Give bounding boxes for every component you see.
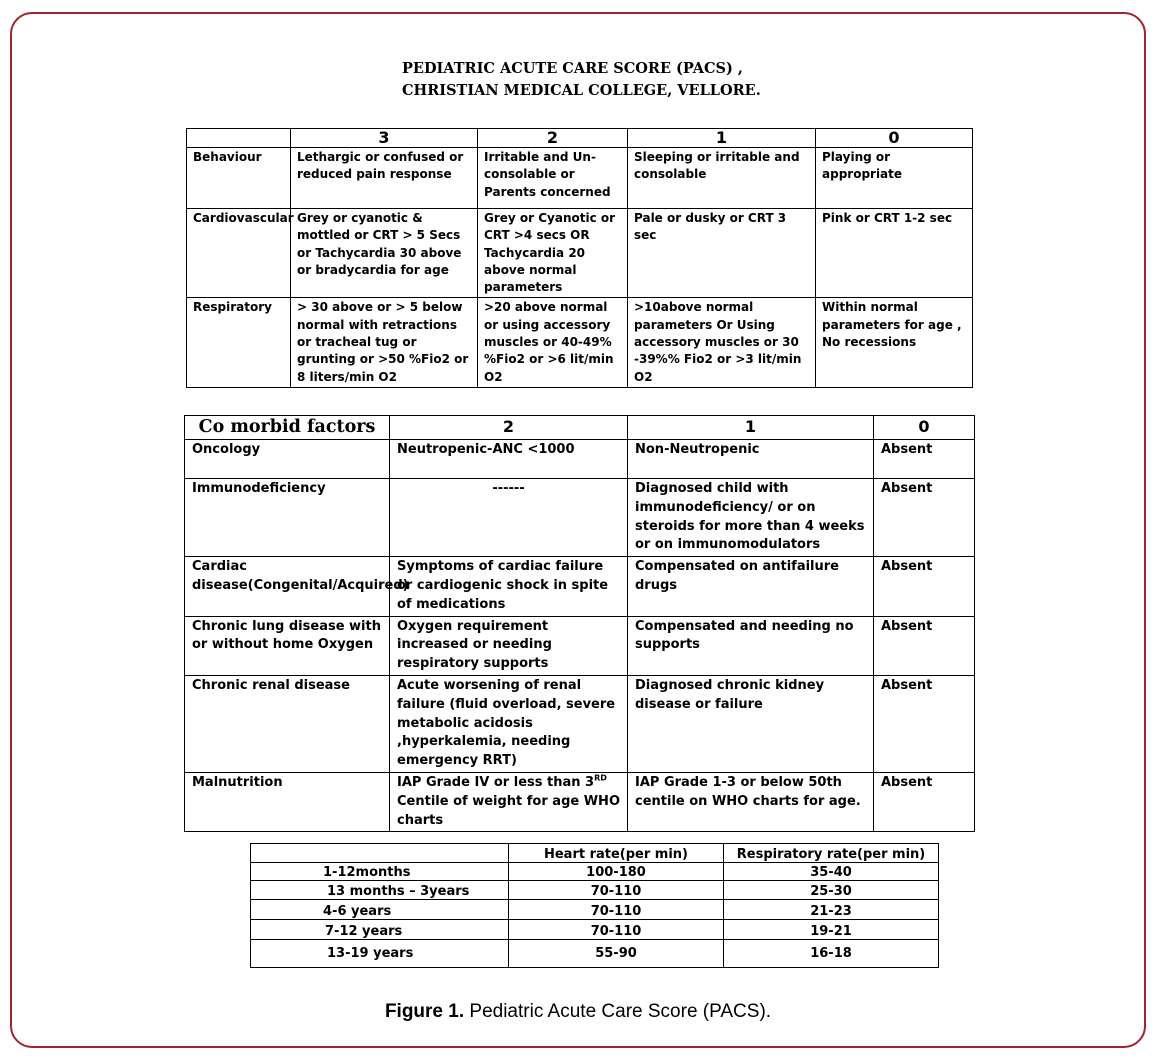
pacs-cell: Playing or appropriate <box>816 148 973 209</box>
vitals-row <box>251 900 939 920</box>
comorbid-row-label: Immunodeficiency <box>185 479 390 557</box>
comorbid-header-cell: 0 <box>874 416 975 440</box>
age-cell: 13-19 years <box>251 940 509 968</box>
pacs-row-respiratory <box>187 298 973 387</box>
comorbid-cell: Neutropenic-ANC <1000 <box>390 440 628 479</box>
vital-signs-table <box>250 843 939 968</box>
malnutrition-text-a: IAP Grade IV or less than 3 <box>397 774 595 790</box>
comorbid-row-label: Cardiac disease(Congenital/Acquired) <box>185 557 390 616</box>
comorbid-cell: Compensated on antifailure drugs <box>628 557 874 616</box>
comorbid-cell: Acute worsening of renal failure (fluid overload, severe metabolic acidosis ,hyperkalemia, needing emergency RRT) <box>390 675 628 772</box>
caption-text: Pediatric Acute Care Score (PACS). <box>464 1001 772 1022</box>
pacs-row-behaviour <box>187 148 973 209</box>
pacs-row-label: Cardiovascular <box>187 209 291 298</box>
pacs-cell: >10above normal parameters Or Using accessory muscles or 30 -39%% Fio2 or >3 lit/min O2 <box>628 298 816 387</box>
resp-rate-cell: 35-40 <box>724 863 939 881</box>
heart-rate-cell: 70-110 <box>509 920 724 940</box>
comorbid-row-label: Malnutrition <box>185 772 390 831</box>
vitals-row <box>251 940 939 968</box>
pacs-score-table <box>186 128 973 388</box>
pacs-cell: Lethargic or confused or reduced pain response <box>291 148 478 209</box>
heart-rate-cell: 100-180 <box>509 863 724 881</box>
comorbid-cell: Absent <box>874 675 975 772</box>
pacs-cell: Within normal parameters for age , No recessions <box>816 298 973 387</box>
heart-rate-cell: 70-110 <box>509 900 724 920</box>
pacs-header-cell <box>187 129 291 148</box>
comorbid-row-immunodeficiency <box>185 479 975 557</box>
vitals-row <box>251 863 939 881</box>
title-line-2: CHRISTIAN MEDICAL COLLEGE, VELLORE. <box>402 82 761 99</box>
pacs-header-cell: 0 <box>816 129 973 148</box>
pacs-cell: Sleeping or irritable and consolable <box>628 148 816 209</box>
comorbid-cell: Non-Neutropenic <box>628 440 874 479</box>
age-cell: 4-6 years <box>251 900 509 920</box>
pacs-header-row <box>187 129 973 148</box>
vitals-header-cell <box>251 844 509 863</box>
comorbid-cell <box>390 772 628 831</box>
pacs-cell: Pale or dusky or CRT 3 sec <box>628 209 816 298</box>
resp-rate-cell: 19-21 <box>724 920 939 940</box>
pacs-header-cell: 3 <box>291 129 478 148</box>
vitals-header-row <box>251 844 939 863</box>
comorbid-header-cell: 1 <box>628 416 874 440</box>
comorbid-cell: Diagnosed child with immunodeficiency/ or on steroids for more than 4 weeks or on immunomodulators <box>628 479 874 557</box>
pacs-cell: Grey or Cyanotic or CRT >4 secs OR Tachycardia 20 above normal parameters <box>478 209 628 298</box>
malnutrition-text-b: Centile of weight for age WHO charts <box>397 793 620 828</box>
pacs-row-label: Respiratory <box>187 298 291 387</box>
caption-label: Figure 1. <box>384 1001 465 1022</box>
comorbid-cell: IAP Grade 1-3 or below 50th centile on WHO charts for age. <box>628 772 874 831</box>
comorbid-row-malnutrition <box>185 772 975 831</box>
comorbid-row-label: Chronic renal disease <box>185 675 390 772</box>
title-line-1: PEDIATRIC ACUTE CARE SCORE (PACS) , <box>402 60 743 77</box>
resp-rate-cell: 21-23 <box>724 900 939 920</box>
heart-rate-cell: 55-90 <box>509 940 724 968</box>
vitals-row <box>251 920 939 940</box>
figure-caption <box>0 1001 1156 1023</box>
pacs-cell: Pink or CRT 1-2 sec <box>816 209 973 298</box>
resp-rate-cell: 25-30 <box>724 881 939 900</box>
pacs-cell: >20 above normal or using accessory muscles or 40-49% %Fio2 or >6 lit/min O2 <box>478 298 628 387</box>
resp-rate-cell: 16-18 <box>724 940 939 968</box>
document-title <box>402 58 761 102</box>
comorbid-row-label: Oncology <box>185 440 390 479</box>
comorbid-cell: Absent <box>874 616 975 675</box>
comorbid-row-lung <box>185 616 975 675</box>
pacs-cell: Irritable and Un-consolable or Parents concerned <box>478 148 628 209</box>
comorbid-row-cardiac <box>185 557 975 616</box>
heart-rate-cell: 70-110 <box>509 881 724 900</box>
vitals-header-cell: Respiratory rate(per min) <box>724 844 939 863</box>
comorbid-cell: Absent <box>874 772 975 831</box>
comorbid-row-label: Chronic lung disease with or without home Oxygen <box>185 616 390 675</box>
comorbid-cell: Diagnosed chronic kidney disease or failure <box>628 675 874 772</box>
pacs-header-cell: 2 <box>478 129 628 148</box>
pacs-cell: > 30 above or > 5 below normal with retractions or tracheal tug or grunting or >50 %Fio2 or 8 liters/min O2 <box>291 298 478 387</box>
comorbid-row-oncology <box>185 440 975 479</box>
pacs-row-label: Behaviour <box>187 148 291 209</box>
comorbid-cell: Symptoms of cardiac failure or cardiogenic shock in spite of medications <box>390 557 628 616</box>
pacs-cell: Grey or cyanotic & mottled or CRT > 5 Secs or Tachycardia 30 above or bradycardia for age <box>291 209 478 298</box>
pacs-header-cell: 1 <box>628 129 816 148</box>
comorbid-header-cell: 2 <box>390 416 628 440</box>
comorbid-cell: Absent <box>874 479 975 557</box>
comorbid-cell: ------ <box>390 479 628 557</box>
superscript-rd: RD <box>594 773 607 783</box>
vitals-row <box>251 881 939 900</box>
comorbid-row-renal <box>185 675 975 772</box>
pacs-row-cardiovascular <box>187 209 973 298</box>
comorbid-cell: Oxygen requirement increased or needing respiratory supports <box>390 616 628 675</box>
comorbid-cell: Absent <box>874 440 975 479</box>
comorbid-factors-table <box>184 415 975 832</box>
comorbid-cell: Absent <box>874 557 975 616</box>
comorbid-header-row <box>185 416 975 440</box>
vitals-header-cell: Heart rate(per min) <box>509 844 724 863</box>
comorbid-header-cell: Co morbid factors <box>185 416 390 440</box>
age-cell: 7-12 years <box>251 920 509 940</box>
age-cell: 1-12months <box>251 863 509 881</box>
age-cell: 13 months – 3years <box>251 881 509 900</box>
comorbid-cell: Compensated and needing no supports <box>628 616 874 675</box>
